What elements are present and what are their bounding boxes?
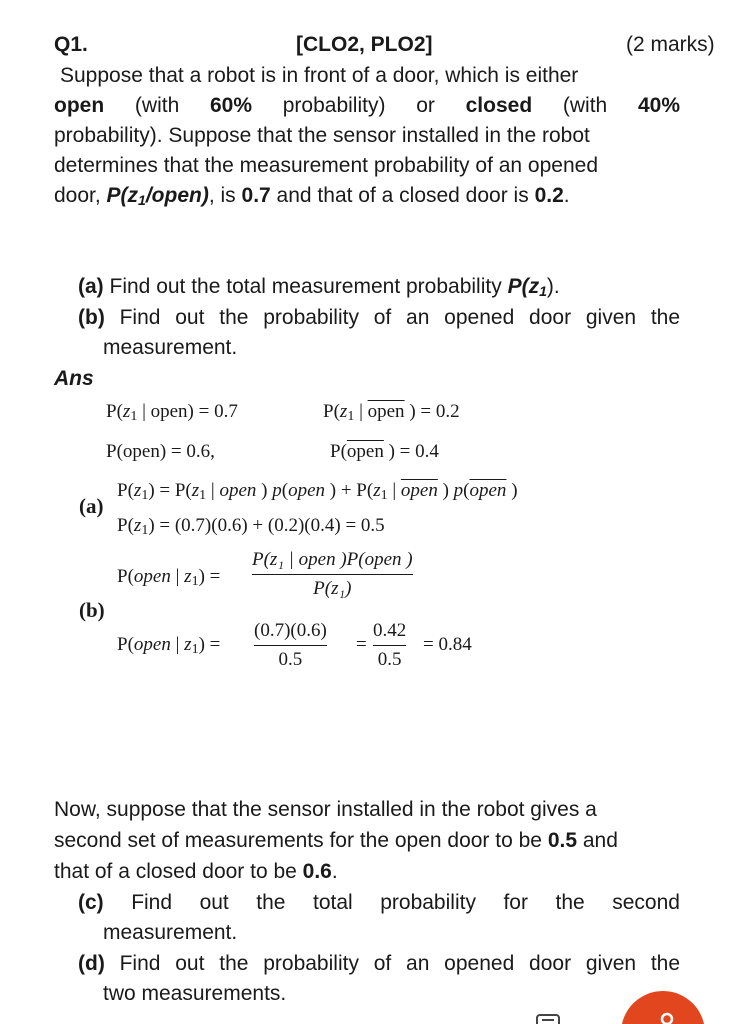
word: door	[529, 952, 572, 975]
word: opened	[444, 952, 515, 975]
given-p-notopen	[330, 440, 439, 464]
text: P(	[117, 515, 134, 536]
text: ) = 0.4	[383, 441, 439, 462]
label-b: (b)	[78, 306, 105, 329]
text: |	[170, 634, 185, 655]
text: ) = (0.7)(0.6) + (0.2)(0.4) = 0.5	[148, 515, 385, 536]
text: P(	[507, 275, 529, 298]
marks-text: (2 marks)	[626, 33, 715, 56]
text: door,	[54, 184, 107, 207]
text: P(z	[106, 184, 139, 207]
lhs-b-1	[117, 565, 220, 589]
word: out	[175, 952, 205, 975]
var-z: z	[184, 634, 192, 655]
intro-line-2	[54, 91, 680, 121]
ans-label	[54, 364, 94, 394]
word: of	[373, 306, 392, 329]
label-a: (a)	[79, 494, 104, 518]
question-c-line-2: measurement.	[103, 921, 238, 944]
label-d: (d)	[78, 952, 105, 975]
var-open: open	[219, 480, 257, 501]
value-0-5: 0.5	[547, 829, 578, 852]
word: probability	[380, 891, 476, 914]
question-d	[78, 949, 680, 979]
subscript: 1	[191, 574, 199, 589]
word: Find	[119, 952, 161, 975]
text: ) = P(	[148, 480, 192, 501]
text: P(	[323, 401, 340, 422]
text: (	[463, 480, 470, 501]
text: /open)	[145, 184, 209, 207]
text: ) =	[198, 634, 221, 655]
label-c: (c)	[78, 891, 104, 914]
text: ) =	[198, 566, 221, 587]
search-icon	[620, 990, 706, 1024]
word: the	[256, 891, 286, 914]
not-open: open	[346, 441, 384, 462]
subscript: 1	[130, 409, 138, 424]
subscript: 1	[380, 488, 388, 503]
word: Find	[119, 306, 161, 329]
text: | open) = 0.7	[137, 401, 238, 422]
word: the	[219, 306, 249, 329]
word-open: open	[54, 94, 105, 117]
second-line-1: Now, suppose that the sensor installed in the robot gives a	[54, 798, 597, 821]
marks-label	[626, 30, 715, 60]
text: that of a closed door to be	[54, 860, 303, 883]
text: P(	[330, 441, 347, 462]
text: )	[256, 480, 273, 501]
equation-a-2	[117, 514, 385, 538]
intro-line-3: probability). Suppose that the sensor installed in the robot	[54, 124, 590, 147]
text: ) = 0.2	[404, 401, 460, 422]
notes-icon	[530, 1009, 566, 1024]
question-a	[78, 272, 560, 302]
text: |	[387, 480, 401, 501]
not-open: open	[367, 401, 405, 422]
word: the	[650, 952, 681, 975]
given-p-z1-notopen	[323, 400, 460, 424]
denominator: 0.5	[377, 649, 402, 670]
question-c	[78, 888, 680, 918]
given-p-z1-open	[106, 400, 238, 424]
label-b: (b)	[79, 598, 105, 622]
text: (	[281, 480, 289, 501]
var-z: z	[122, 401, 131, 422]
question-number: Q1.	[54, 33, 88, 56]
text: and	[577, 829, 618, 852]
value-0-6: 0.6	[302, 860, 332, 883]
var-z: z	[191, 480, 200, 501]
search-fab-button[interactable]	[620, 990, 706, 1024]
subscript: 1	[199, 488, 207, 503]
second-line-3	[54, 857, 338, 887]
numerator: 0.42	[373, 620, 406, 646]
word: an	[406, 952, 430, 975]
text: .	[331, 860, 338, 883]
equals-sign: =	[356, 634, 367, 655]
text: second set of measurements for the open door to be	[54, 829, 548, 852]
word: probability	[263, 306, 359, 329]
label-a: (a)	[78, 275, 104, 298]
word: total	[313, 891, 353, 914]
text: |	[170, 566, 185, 587]
prob-expr	[508, 275, 547, 298]
question-b	[78, 303, 680, 333]
text: P(	[117, 566, 134, 587]
denominator: 0.5	[278, 649, 303, 670]
word: the	[650, 306, 681, 329]
word: for	[503, 891, 528, 914]
equation-a-1	[117, 479, 518, 503]
text: P(	[106, 401, 123, 422]
var-z: z	[373, 480, 381, 501]
numeric-fraction	[254, 620, 327, 671]
intro-line-5	[54, 181, 570, 211]
var-open: open	[133, 634, 171, 655]
text: z	[528, 275, 540, 298]
not-open: open	[400, 480, 438, 501]
word: (with	[134, 94, 180, 117]
text: P(	[117, 634, 134, 655]
var-z: z	[133, 515, 142, 536]
question-d-line-2: two measurements.	[103, 982, 287, 1005]
subscript: 1	[191, 642, 199, 657]
word: opened	[444, 306, 515, 329]
subscript: 1	[138, 192, 146, 208]
word: door	[529, 306, 572, 329]
second-line-2	[54, 826, 618, 856]
word: of	[373, 952, 392, 975]
text: and that of a closed door is	[270, 184, 535, 207]
given-p-open: P(open) = 0.6,	[106, 441, 215, 462]
word: the	[219, 952, 249, 975]
notes-button[interactable]	[530, 1009, 566, 1024]
text: |	[354, 401, 368, 422]
word: given	[585, 306, 637, 329]
var-p: p	[453, 480, 464, 501]
text: |	[206, 480, 220, 501]
denominator: P(z₁)	[313, 578, 352, 599]
text: ).	[546, 275, 560, 298]
pct-40: 40%	[637, 94, 680, 117]
intro-line-4: determines that the measurement probability of an opened	[54, 154, 599, 177]
var-z: z	[184, 566, 192, 587]
var-z: z	[339, 401, 348, 422]
text: )	[437, 480, 454, 501]
subscript: 1	[141, 523, 149, 538]
var-open: open	[133, 566, 171, 587]
text: )	[506, 480, 518, 501]
pct-60: 60%	[209, 94, 253, 117]
text: P(	[117, 480, 134, 501]
intro-line-1: Suppose that a robot is in front of a door, which is either	[60, 64, 579, 87]
text: ) + P(	[325, 480, 374, 501]
word-closed: closed	[465, 94, 533, 117]
question-b-line-2: measurement.	[103, 336, 238, 359]
word: or	[416, 94, 435, 117]
bayes-fraction	[252, 549, 413, 600]
ans-text: Ans	[54, 367, 94, 390]
numerator: (0.7)(0.6)	[254, 620, 327, 646]
text: .	[563, 184, 570, 207]
word: second	[612, 891, 680, 914]
word: out	[199, 891, 229, 914]
word: Find	[131, 891, 173, 914]
value-0-7: 0.7	[241, 184, 271, 207]
word: the	[555, 891, 585, 914]
word: given	[585, 952, 637, 975]
simplified-fraction	[373, 620, 406, 671]
text: , is	[208, 184, 242, 207]
numerator: P(z₁ | open )P(open )	[252, 549, 413, 575]
prob-expr	[107, 184, 209, 207]
result-b: = 0.84	[423, 634, 472, 655]
word: (with	[562, 94, 608, 117]
var-z: z	[133, 480, 142, 501]
subscript: 1	[347, 409, 355, 424]
clo-plo-tag: [CLO2, PLO2]	[296, 33, 433, 56]
word: an	[406, 306, 430, 329]
var-p: p	[272, 480, 282, 501]
word: probability	[263, 952, 359, 975]
text: Find out the total measurement probability	[103, 275, 508, 298]
value-0-2: 0.2	[534, 184, 564, 207]
subscript: 1	[539, 283, 547, 299]
word: out	[175, 306, 205, 329]
var-open: open	[288, 480, 325, 501]
lhs-b-2	[117, 633, 220, 657]
word: probability)	[282, 94, 386, 117]
not-open: open	[469, 480, 507, 501]
subscript: 1	[141, 488, 149, 503]
